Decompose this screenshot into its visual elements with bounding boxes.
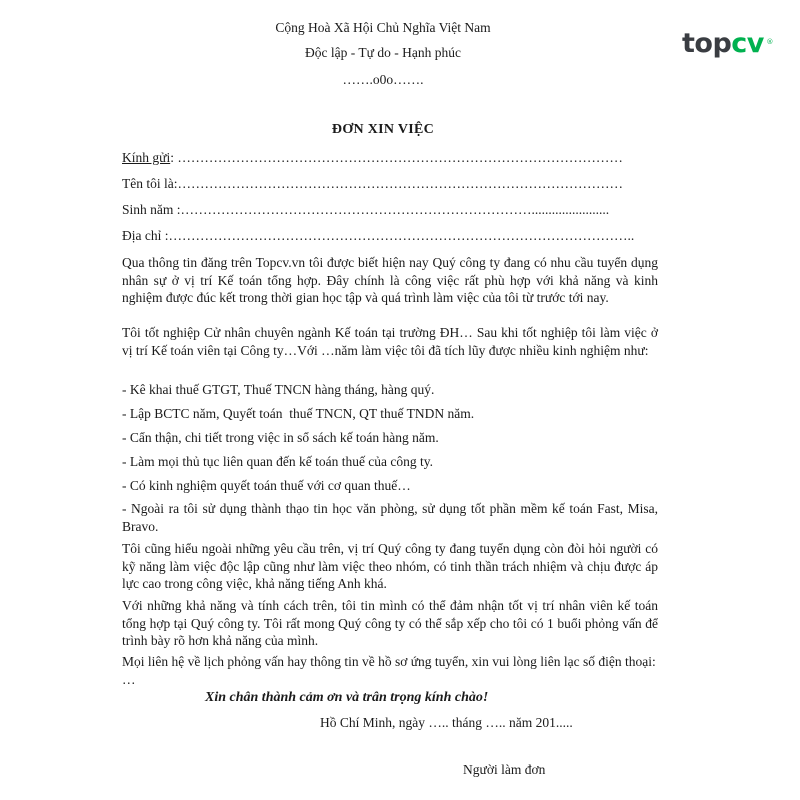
logo-cv-text: cv	[731, 28, 764, 59]
paragraph-skills: Tôi cũng hiểu ngoài những yêu cầu trên, vị trí Quý công ty đang tuyển dụng còn đòi hỏi người có kỹ năng làm việc độc lập cũng như làm việc theo nhóm, có tinh thần trách nhiệm và chịu được áp lực cao trong công việc, khả năng tiếng Anh khá.	[122, 541, 658, 591]
paragraph-contact: Mọi liên hệ về lịch phỏng vấn hay thông tin về hồ sơ ứng tuyển, xin vui lòng liên lạc số điện thoại: …	[122, 654, 656, 687]
experience-item: - Làm mọi thủ tục liên quan đến kế toán thuế của công ty.	[122, 454, 434, 469]
field-birth-year: Sinh năm :…………………………………………………………………….......................	[122, 202, 610, 217]
place-date: Hồ Chí Minh, ngày ….. tháng ….. năm 201.....	[320, 715, 573, 730]
header-divider: …….o0o…….	[342, 72, 424, 87]
registered-mark-icon: ®	[766, 38, 773, 46]
closing-thanks: Xin chân thành cảm ơn và trân trọng kính chào!	[205, 690, 489, 705]
kinh-gui-dots: : ………………………………………………………………………………………	[170, 150, 623, 165]
field-kinh-gui	[122, 150, 623, 166]
field-name: Tên tôi là:………………………………………………………………………………………	[122, 176, 623, 191]
paragraph-commitment: Với những khả năng và tính cách trên, tôi tin mình có thể đảm nhận tốt vị trí nhân viên kế toán tổng hợp tại Quý công ty. Tôi rất mong Quý công ty có thể sắp xếp cho tôi có 1 buổi phỏng vấn để trình bày rõ hơn khả năng của mình.	[122, 598, 658, 648]
national-title: Cộng Hoà Xã Hội Chủ Nghĩa Việt Nam	[275, 20, 491, 35]
kinh-gui-label: Kính gửi	[122, 150, 171, 165]
national-motto: Độc lập - Tự do - Hạnh phúc	[305, 45, 461, 60]
signer-label: Người làm đơn	[463, 762, 546, 777]
experience-item: - Cẩn thận, chi tiết trong việc in sổ sách kế toán hàng năm.	[122, 430, 439, 445]
experience-item: - Có kinh nghiệm quyết toán thuế với cơ quan thuế…	[122, 478, 411, 493]
paragraph-intro: Qua thông tin đăng trên Topcv.vn tôi được biết hiện nay Quý công ty đang có nhu cầu tuyển dụng nhân sự ở vị trí Kế toán tổng hợp. Đây chính là công việc rất phù hợp với khả năng và kinh nghiệm được đúc kết trong thời gian học tập và quá trình làm việc của tôi từ trước tới nay.	[122, 255, 658, 305]
field-address: Địa chỉ :…………………………………………………………………………………………..	[122, 228, 635, 243]
paragraph-software: - Ngoài ra tôi sử dụng thành thạo tin học văn phòng, sử dụng tốt phần mềm kế toán Fast, Misa, Bravo.	[122, 501, 658, 534]
document-title: ĐƠN XIN VIỆC	[331, 122, 435, 137]
experience-item: - Kê khai thuế GTGT, Thuế TNCN hàng tháng, hàng quý.	[122, 382, 435, 397]
experience-item: - Lập BCTC năm, Quyết toán thuế TNCN, QT thuế TNDN năm.	[122, 406, 475, 421]
paragraph-education: Tôi tốt nghiệp Cử nhân chuyên ngành Kế toán tại trường ĐH… Sau khi tốt nghiệp tôi làm việc ở vị trí Kế toán viên tại Công ty…Với …năm làm việc tôi đã tích lũy được nhiều kinh nghiệm như:	[122, 325, 658, 358]
logo-top-text: top	[682, 28, 732, 59]
